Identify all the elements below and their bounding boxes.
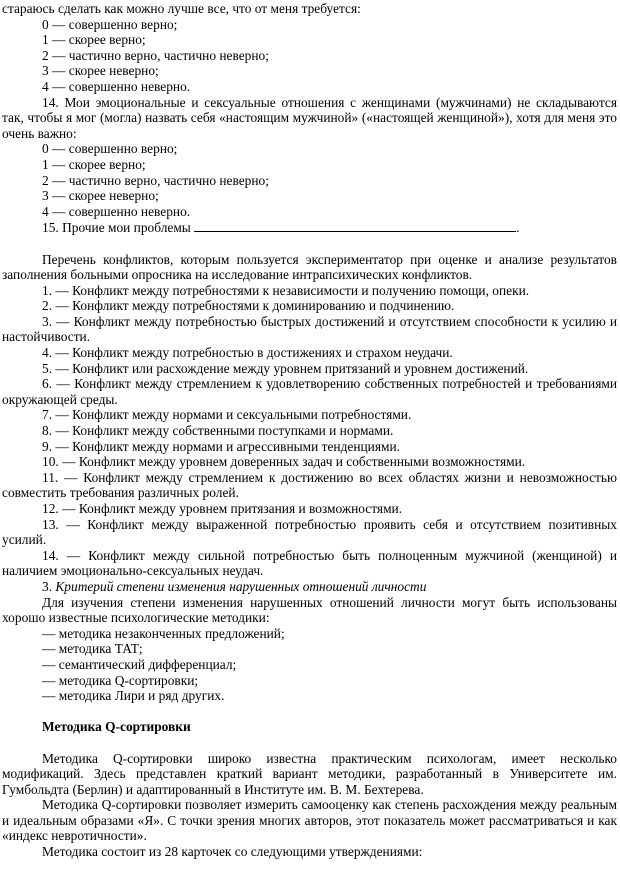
option-item: 4 — совершенно неверно.	[42, 203, 191, 219]
item-15-end: .	[516, 220, 520, 236]
answer-blank-line	[194, 219, 516, 232]
conflicts-list	[2, 283, 617, 579]
option-item: 1 — скорее верно;	[42, 32, 146, 48]
method-item: — методика ТАТ;	[42, 641, 143, 657]
option-item: 1 — скорее верно;	[42, 156, 146, 172]
conflict-item: 12. — Конфликт между уровнем притязания и возможностями.	[42, 501, 403, 516]
methods-list	[2, 626, 617, 704]
option-item: 2 — частично верно, частично неверно;	[42, 47, 269, 63]
conflict-item: 8. — Конфликт между собственными поступками и нормами.	[42, 423, 394, 439]
section-paragraph: Методика Q-сортировки позволяет измерить самооценку как степень расхождения между реальным и идеальным образами «Я». С точки зрения многих авторов, этот показатель может рассматриваться и как «индекс невротичности».	[2, 797, 617, 844]
conflicts-intro: Перечень конфликтов, которым пользуется экспериментатор при оценке и анализе результатов заполнения больными опросника на исследование интрапсихических конфликтов.	[2, 251, 617, 283]
conflict-item: 1. — Конфликт между потребностями к независимости и получению помощи, опеки.	[42, 282, 530, 298]
options-list-1	[2, 17, 617, 95]
spacer	[2, 735, 617, 751]
options-list-2	[2, 141, 617, 219]
conflict-item: 14. — Конфликт между сильной потребностью быть полноценным мужчиной (женщиной) и наличием эмоционально-сексуальных неудач.	[2, 547, 617, 579]
conflict-item: 7. — Конфликт между нормами и сексуальными потребностями.	[42, 407, 412, 423]
conflict-item: 9. — Конфликт между нормами и агрессивными тенденциями.	[42, 438, 400, 454]
method-item: — методика Лири и ряд других.	[42, 688, 225, 704]
conflict-item: 11. — Конфликт между стремлением к достижению во всех областях жизни и невозможностью совместить требования различных ролей.	[2, 469, 617, 501]
section-title: Методика Q-сортировки	[42, 719, 191, 735]
conflict-item: 3. — Конфликт между потребностью быстрых достижений и отсутствием способности к усилию и настойчивости.	[2, 313, 617, 345]
criterion-text: Для изучения степени изменения нарушенных отношений личности могут быть использованы хорошо известные психологические методики:	[2, 594, 617, 626]
conflict-item: 2. — Конфликт между потребностями к доминированию и подчинению.	[42, 298, 455, 314]
criterion-number: 3.	[42, 578, 53, 594]
method-item: — методика Q-сортировки;	[42, 672, 199, 688]
intro-line: стараюсь сделать как можно лучше все, что от меня требуется:	[2, 1, 361, 16]
document-page	[2, 1, 617, 860]
spacer	[2, 236, 617, 252]
method-item: — методика незаконченных предложений;	[42, 625, 285, 641]
conflict-item: 13. — Конфликт между выраженной потребностью проявить себя и отсутствием позитивных усилий.	[2, 516, 617, 548]
section-paragraph: Методика Q-сортировки широко известна практическим психологам, имеет несколько модификаций. Здесь представлен краткий вариант методики, разработанный в Университете им. Гумбольдта (Берлин) и адаптированный в Институте им. В. М. Бехтерева.	[2, 750, 617, 797]
section-paragraph: Методика состоит из 28 карточек со следующими утверждениями:	[42, 844, 423, 860]
option-item: 4 — совершенно неверно.	[42, 78, 191, 94]
conflict-item: 4. — Конфликт между потребностью в достижениях и страхом неудачи.	[42, 345, 453, 361]
criterion-title: Критерий степени изменения нарушенных отношений личности	[55, 578, 427, 594]
spacer	[2, 704, 617, 720]
criterion-heading	[2, 579, 617, 595]
option-item: 0 — совершенно верно;	[42, 141, 178, 157]
option-item: 0 — совершенно верно;	[42, 16, 178, 32]
option-item: 3 — скорее неверно;	[42, 188, 159, 204]
questionnaire-item-14: 14. Мои эмоциональные и сексуальные отношения с женщинами (мужчинами) не складываются так, чтобы я мог (могла) назвать себя «настоящим мужчиной» («настоящей женщиной»), хотя для меня это очень важно:	[2, 94, 617, 141]
conflict-item: 5. — Конфликт или расхождение между уровнем притязаний и уровнем достижений.	[42, 360, 529, 376]
option-item: 2 — частично верно, частично неверно;	[42, 172, 269, 188]
option-item: 3 — скорее неверно;	[42, 63, 159, 79]
conflict-item: 6. — Конфликт между стремлением к удовлетворению собственных потребностей и требованиями окружающей среды.	[2, 376, 617, 407]
conflict-item: 10. — Конфликт между уровнем доверенных задач и собственными возможностями.	[42, 454, 526, 470]
questionnaire-item-15	[2, 219, 617, 236]
item-15-label: 15. Прочие мои проблемы	[42, 220, 191, 236]
method-item: — семантический дифференциал;	[42, 656, 237, 672]
